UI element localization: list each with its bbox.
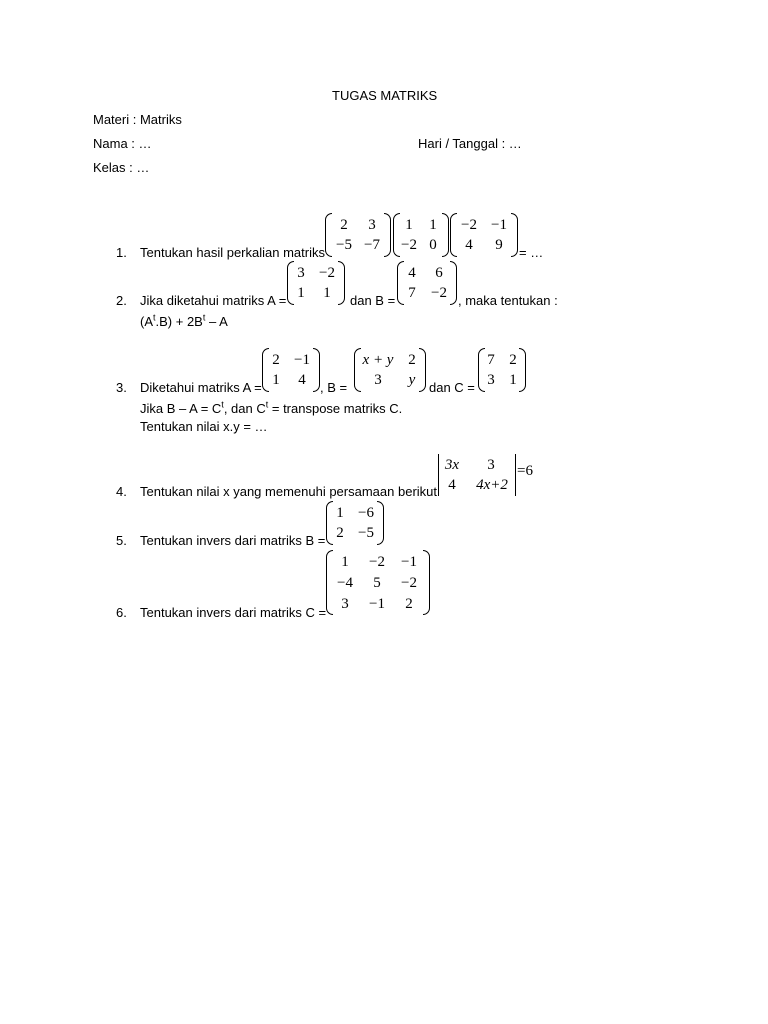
matrix-cell: 1 — [297, 285, 305, 301]
matrix-cell: −2 — [401, 575, 417, 591]
matrix-cell: −1 — [294, 352, 310, 368]
matrix-cell: 1 — [405, 217, 413, 233]
question-text-mid: dan C = — [429, 380, 475, 395]
matrix-cell: 5 — [373, 575, 381, 591]
matrix-cell: 4 — [298, 372, 306, 388]
expression-part: .B) + 2B — [155, 314, 203, 329]
question-text: Tentukan invers dari matriks C = — [140, 605, 327, 620]
question-text: Jika diketahui matriks A = — [140, 293, 287, 308]
matrix-cell: 0 — [429, 237, 437, 253]
transpose-sup: t — [153, 312, 156, 323]
matrix-cell — [470, 476, 514, 494]
variable: 4x+2 — [476, 477, 508, 493]
matrix-cell: −2 — [319, 265, 335, 281]
equation-rhs: =6 — [517, 463, 533, 479]
matrix-cell: 3 — [368, 217, 376, 233]
question-number: 2. — [116, 293, 127, 308]
matrix-cell: 4 — [465, 237, 473, 253]
question-line-3: Tentukan nilai x.y = … — [140, 419, 268, 434]
materi-line: Materi : Matriks — [93, 112, 182, 127]
matrix-cell: 2 — [509, 352, 517, 368]
variable: 3x — [444, 457, 460, 473]
matrix-cell: 3 — [297, 265, 305, 281]
matrix-cell: 1 — [341, 554, 349, 570]
question-text-mid: dan B = — [350, 293, 396, 308]
matrix-c — [326, 550, 430, 615]
matrix-cell: −5 — [358, 525, 374, 541]
question-suffix: , maka tentukan : — [458, 293, 558, 308]
matrix-cell: 3 — [487, 372, 495, 388]
matrix-cell: 3 — [374, 372, 382, 388]
determinant — [438, 454, 516, 496]
matrix-cell: −2 — [431, 285, 447, 301]
matrix-cell: 7 — [408, 285, 416, 301]
transpose-sup: t — [265, 399, 269, 410]
matrix-cell: 9 — [495, 237, 503, 253]
matrix-a — [262, 348, 320, 392]
expression-part: – A — [205, 314, 228, 329]
transpose-sup: t — [202, 312, 206, 323]
variable: x + y — [362, 352, 394, 368]
matrix-1 — [325, 213, 391, 257]
question-number: 1. — [116, 245, 127, 260]
question-number: 4. — [116, 484, 127, 499]
matrix-cell: −2 — [401, 237, 417, 253]
page-title: TUGAS MATRIKS — [332, 88, 438, 103]
matrix-cell: −2 — [369, 554, 385, 570]
matrix-b — [397, 261, 457, 305]
kelas-line: Kelas : … — [93, 160, 150, 175]
matrix-cell: −1 — [491, 217, 507, 233]
question-text: Tentukan hasil perkalian matriks — [140, 245, 325, 260]
expression-part: (A — [140, 314, 153, 329]
matrix-cell: −5 — [336, 237, 352, 253]
transpose-sup: t — [221, 399, 224, 410]
nama-line: Nama : … — [93, 136, 152, 151]
question-number: 3. — [116, 380, 127, 395]
matrix-b — [354, 348, 426, 392]
matrix-cell: −6 — [358, 505, 374, 521]
matrix-cell: 2 — [272, 352, 280, 368]
question-text: Tentukan invers dari matriks B = — [140, 533, 326, 548]
matrix-2 — [393, 213, 449, 257]
expression-part: = transpose matriks C. — [268, 401, 403, 416]
matrix-cell: −2 — [461, 217, 477, 233]
matrix-cell: 3 — [341, 596, 349, 612]
matrix-cell: 1 — [336, 505, 344, 521]
matrix-cell: 1 — [272, 372, 280, 388]
matrix-cell: −7 — [364, 237, 380, 253]
matrix-cell: 2 — [340, 217, 348, 233]
matrix-cell: −1 — [369, 596, 385, 612]
matrix-a — [287, 261, 345, 305]
matrix-cell: 1 — [429, 217, 437, 233]
question-line-2 — [140, 401, 402, 416]
question-expression — [140, 314, 228, 329]
matrix-cell: 6 — [435, 265, 443, 281]
question-text: Diketahui matriks A = — [140, 380, 262, 395]
matrix-3 — [450, 213, 518, 257]
matrix-cell — [440, 456, 464, 474]
question-text-mid: , B = — [320, 380, 348, 395]
matrix-cell — [402, 371, 422, 389]
matrix-cell: −4 — [337, 575, 353, 591]
matrix-cell: 2 — [336, 525, 344, 541]
expression-part: , dan C — [223, 401, 266, 416]
matrix-cell: 4 — [448, 477, 456, 493]
matrix-cell: −1 — [401, 554, 417, 570]
expression-part: Jika B – A = C — [140, 401, 222, 416]
matrix-cell: 7 — [487, 352, 495, 368]
question-number: 5. — [116, 533, 127, 548]
matrix-cell: 4 — [408, 265, 416, 281]
matrix-cell: 1 — [509, 372, 517, 388]
matrix-cell: 2 — [408, 352, 416, 368]
question-number: 6. — [116, 605, 127, 620]
question-text: Tentukan nilai x yang memenuhi persamaan berikut — [140, 484, 438, 499]
matrix-c — [478, 348, 526, 392]
question-suffix: = … — [519, 245, 544, 260]
matrix-cell: 2 — [405, 596, 413, 612]
matrix-b — [326, 501, 384, 545]
matrix-cell: 1 — [323, 285, 331, 301]
matrix-cell — [358, 351, 398, 369]
matrix-cell: 3 — [487, 457, 495, 473]
variable: y — [408, 372, 416, 388]
hari-tanggal-line: Hari / Tanggal : … — [418, 136, 522, 151]
